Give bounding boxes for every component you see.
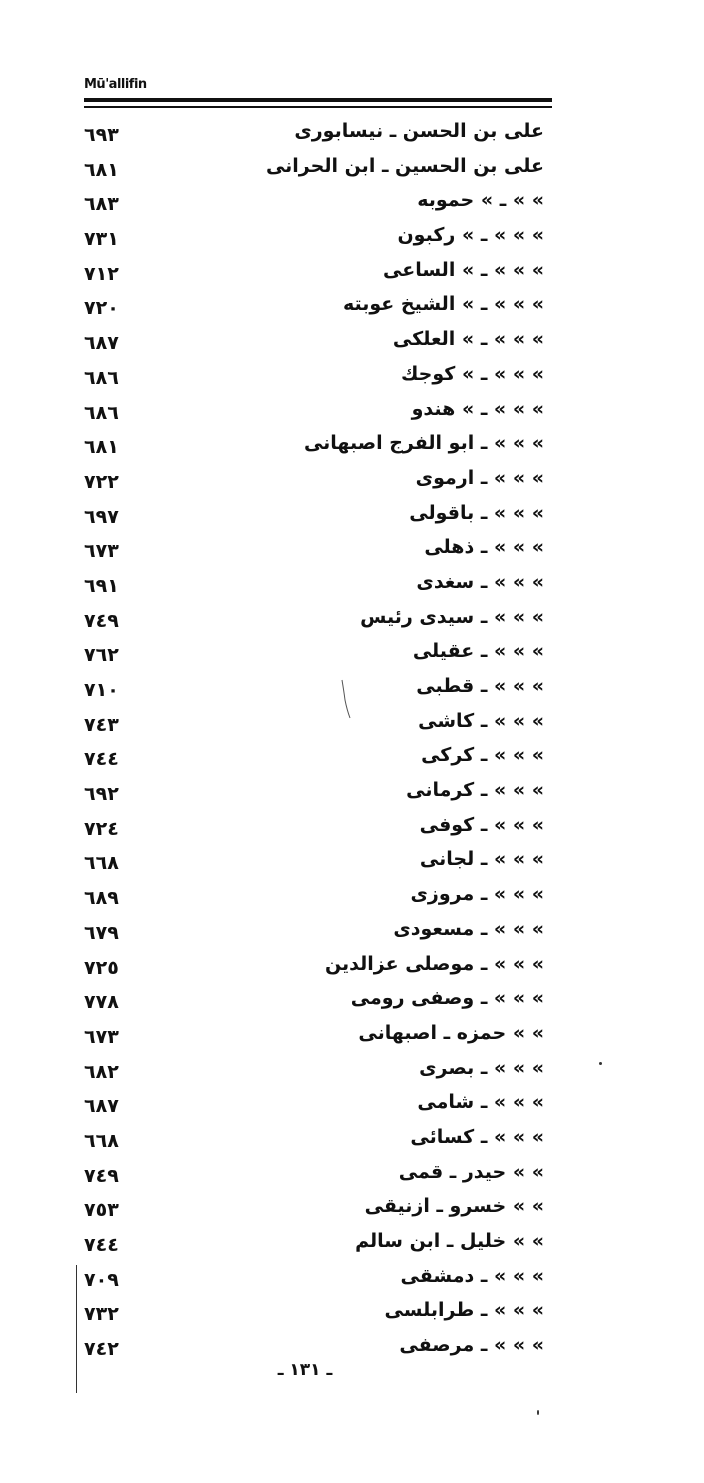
entry-page-number: ٦٧٣: [84, 540, 119, 563]
index-entry: [84, 259, 544, 294]
entry-page-number: ٦٨٣: [84, 193, 119, 216]
scan-margin-line: [76, 1265, 77, 1393]
running-header: Mū'allifin: [84, 77, 147, 92]
index-entry: [84, 606, 544, 641]
entry-name: » » » ـ كسائى: [410, 1125, 544, 1148]
entry-name: على بن الحسين ـ ابن الحرانى: [265, 154, 544, 177]
entry-page-number: ٦٨١: [84, 158, 119, 181]
entry-page-number: ٧٤٢: [84, 1338, 119, 1361]
entry-page-number: ٦٨٧: [84, 1095, 119, 1118]
entry-page-number: ٧٦٢: [84, 644, 119, 667]
entry-name: » » » ـ ذهلى: [424, 536, 544, 559]
index-entry: [84, 224, 544, 259]
index-entry: [84, 1195, 544, 1230]
entry-name: » » خسرو ـ ازنيقى: [364, 1195, 544, 1218]
index-entry: [84, 710, 544, 745]
entry-name: » » » ـ » العلكى: [392, 328, 544, 351]
entry-page-number: ٧٣٢: [84, 1303, 119, 1326]
entry-name: » » ـ » حموبه: [417, 189, 544, 212]
entry-name: » » » ـ دمشقى: [400, 1264, 544, 1287]
entry-page-number: ٦٩٣: [84, 124, 119, 146]
entry-page-number: ٦٨١: [84, 436, 119, 459]
entry-page-number: ٦٩١: [84, 574, 119, 597]
index-entry: [84, 536, 544, 571]
handwritten-bracket-mark: [340, 678, 352, 720]
entry-name: » » » ـ طرابلسى: [384, 1299, 544, 1322]
scan-speck: [537, 1410, 539, 1415]
entry-page-number: ٦٩٢: [84, 783, 119, 806]
entry-name: » » » ـ باقولى: [409, 501, 544, 524]
entry-name: » » » ـ شامى: [417, 1091, 544, 1114]
index-entry: [84, 1230, 544, 1265]
entry-name: » » حيدر ـ قمى: [398, 1160, 544, 1183]
entry-page-number: ٧٤٤: [84, 748, 119, 771]
entry-name: » » حمزه ـ اصبهانى: [358, 1021, 544, 1044]
index-entry: [84, 1126, 544, 1161]
index-entry: [84, 953, 544, 988]
entry-page-number: ٧٧٨: [84, 991, 119, 1014]
entry-name: » » » ـ قطبى: [416, 675, 544, 697]
entry-name: » » » ـ كاشى: [418, 709, 544, 732]
entry-page-number: ٦٦٨: [84, 1129, 119, 1152]
entry-page-number: ٧١٢: [84, 262, 119, 285]
entry-page-number: ٦٨٦: [84, 366, 119, 389]
entry-page-number: ٧٤٤: [84, 1234, 119, 1256]
entry-page-number: ٧٤٣: [84, 713, 119, 736]
index-entry: [84, 987, 544, 1022]
index-entry: [84, 571, 544, 606]
index-entry: [84, 744, 544, 779]
entry-name: » » » ـ ارموى: [415, 466, 544, 489]
index-entry: [84, 120, 544, 155]
page-number-footer: ـ ١٣١ ـ: [277, 1360, 333, 1380]
entry-name: » » » ـ كركى: [421, 744, 544, 767]
entry-page-number: ٦٦٨: [84, 852, 119, 875]
entry-name: » » » ـ » ركبون: [397, 224, 544, 247]
index-entry: [84, 467, 544, 502]
index-entry: [84, 675, 544, 710]
index-entry: [84, 779, 544, 814]
entry-page-number: ٦٨٩: [84, 887, 119, 910]
entry-name: » » » ـ » الشيخ عوبته: [342, 293, 544, 316]
index-entry: [84, 155, 544, 190]
index-entry: [84, 293, 544, 328]
entry-page-number: ٧٢٠: [84, 297, 119, 320]
scan-speck: [599, 1062, 602, 1065]
index-entry: [84, 883, 544, 918]
entry-page-number: ٧٠٩: [84, 1268, 119, 1291]
entry-page-number: ٧٤٩: [84, 609, 119, 632]
entry-page-number: ٦٩٧: [84, 505, 119, 528]
entry-name: » » » ـ عقيلى: [412, 640, 544, 663]
entry-name: » » » ـ سغدى: [416, 570, 544, 593]
header-rule-thin: [84, 106, 552, 108]
entry-name: » » خليل ـ ابن سالم: [355, 1230, 544, 1252]
index-entry: [84, 1057, 544, 1092]
entry-name: » » » ـ » كوجك: [400, 362, 544, 385]
entry-page-number: ٧٣١: [84, 228, 119, 251]
index-entry: [84, 1091, 544, 1126]
entry-page-number: ٧١٠: [84, 679, 119, 701]
index-entry: [84, 1265, 544, 1300]
index-entry: [84, 502, 544, 537]
index-entry: [84, 398, 544, 433]
entry-name: » » » ـ كوفى: [419, 813, 544, 836]
entry-name: » » » ـ مروزى: [410, 883, 544, 906]
entry-name: » » » ـ مرصفى: [399, 1334, 544, 1357]
entry-page-number: ٧٢٥: [84, 956, 119, 979]
entry-page-number: ٦٨٢: [84, 1060, 119, 1083]
entry-name: » » » ـ بصرى: [419, 1056, 544, 1079]
entry-name: على بن الحسن ـ نيسابورى: [294, 120, 544, 142]
entry-name: » » » ـ ابو الفرج اصبهانى: [303, 432, 544, 455]
entry-page-number: ٧٢٢: [84, 470, 119, 493]
index-entry: [84, 814, 544, 849]
entry-page-number: ٦٧٣: [84, 1025, 119, 1048]
entry-name: » » » ـ سيدى رئيس: [360, 605, 544, 628]
entry-page-number: ٧٥٣: [84, 1199, 119, 1222]
index-entry: [84, 848, 544, 883]
entry-name: » » » ـ وصفى رومى: [350, 987, 544, 1010]
index-entry: [84, 363, 544, 398]
index-entry: [84, 1299, 544, 1334]
index-entry: [84, 640, 544, 675]
index-entry: [84, 1022, 544, 1057]
header-rule-thick: [84, 98, 552, 102]
entry-page-number: ٧٢٤: [84, 817, 119, 840]
entry-page-number: ٦٧٩: [84, 921, 119, 944]
entry-page-number: ٦٨٧: [84, 332, 119, 355]
entry-page-number: ٦٨٦: [84, 401, 119, 424]
index-entry-list: [84, 120, 544, 1369]
entry-name: » » » ـ لجانى: [419, 848, 544, 871]
entry-name: » » » ـ » هندو: [411, 397, 544, 420]
entry-name: » » » ـ مسعودى: [393, 917, 544, 940]
entry-name: » » » ـ كرمانى: [406, 779, 544, 802]
entry-name: » » » ـ موصلى عزالدين: [324, 952, 544, 975]
entry-page-number: ٧٤٩: [84, 1164, 119, 1187]
index-entry: [84, 189, 544, 224]
index-entry: [84, 328, 544, 363]
entry-name: » » » ـ » الساعى: [383, 258, 544, 281]
index-entry: [84, 1161, 544, 1196]
index-entry: [84, 918, 544, 953]
index-entry: [84, 432, 544, 467]
